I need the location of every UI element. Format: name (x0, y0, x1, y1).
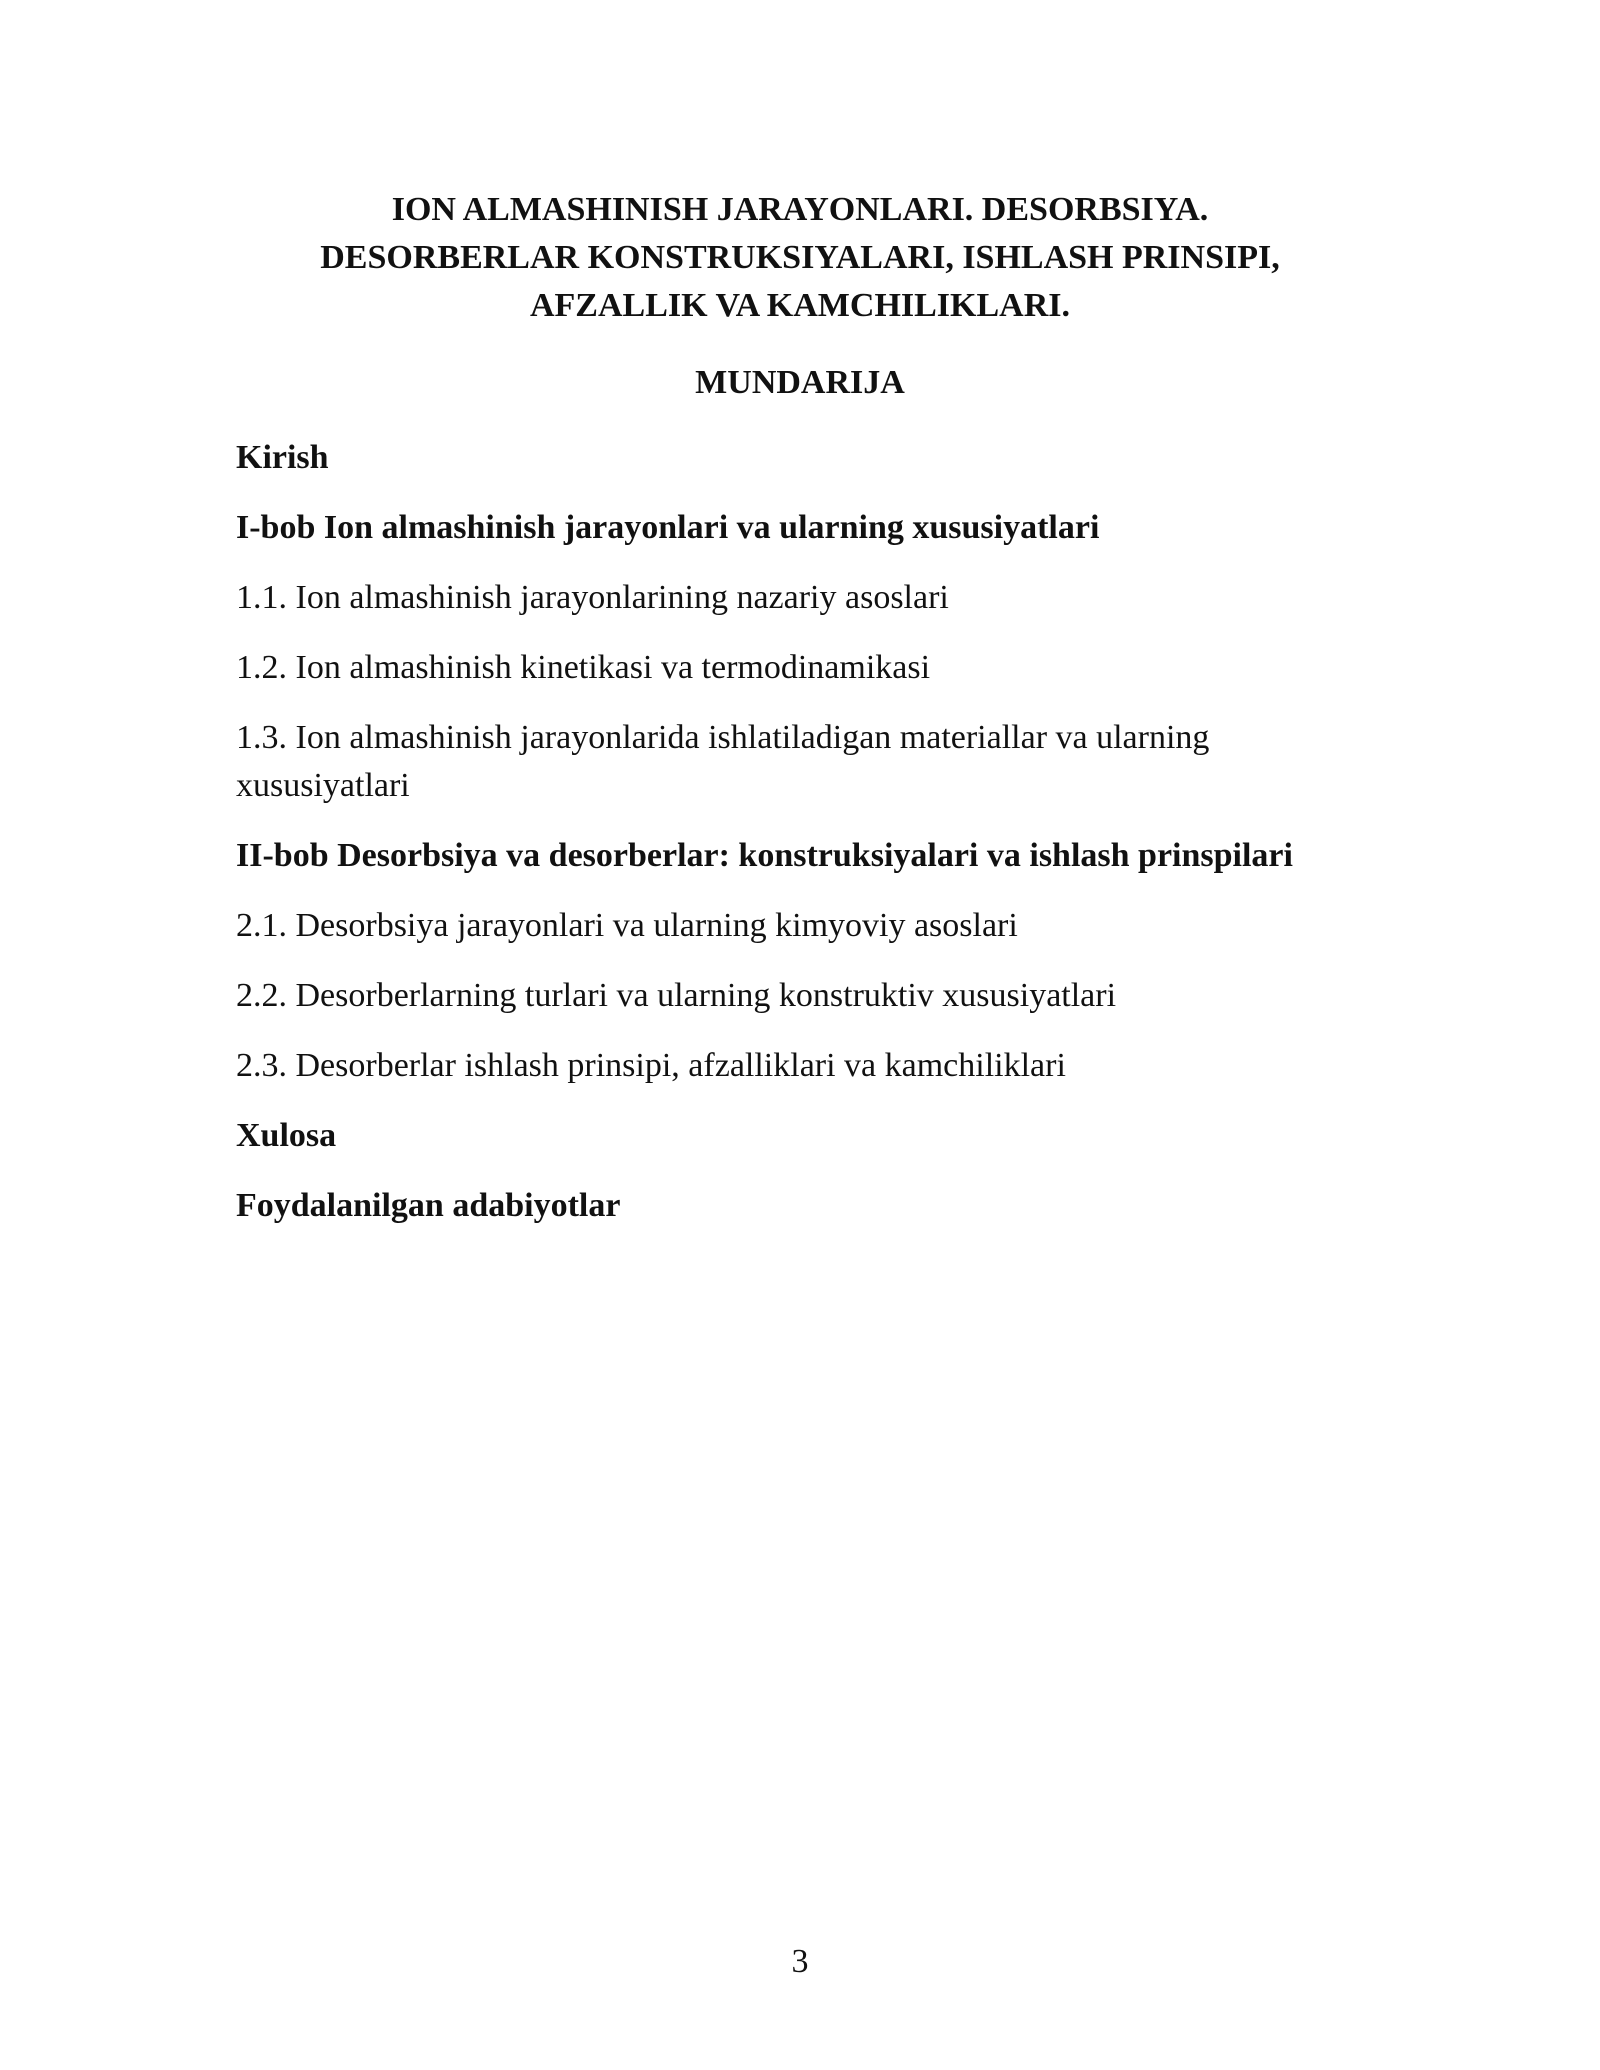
toc-item-section-1-1: 1.1. Ion almashinish jarayonlarining nazariy asoslari (236, 579, 949, 616)
toc-item-section-2-2: 2.2. Desorberlarning turlari va ularning konstruktiv xususiyatlari (236, 977, 1117, 1014)
page-number: 3 (791, 1943, 809, 1980)
toc-item-chapter-1: I-bob Ion almashinish jarayonlari va ularning xususiyatlari (236, 509, 1100, 546)
toc-item-conclusion: Xulosa (236, 1117, 337, 1154)
toc-heading: MUNDARIJA (695, 364, 905, 401)
table-of-contents (236, 434, 1364, 1252)
toc-item-introduction: Kirish (236, 439, 329, 476)
toc-item-section-1-2: 1.2. Ion almashinish kinetikasi va termodinamikasi (236, 649, 931, 686)
toc-item-chapter-2: II-bob Desorbsiya va desorberlar: konstruksiyalari va ishlash prinspilari (236, 837, 1293, 874)
document-title (236, 186, 1364, 330)
toc-item-references: Foydalanilgan adabiyotlar (236, 1187, 621, 1224)
title-line: AFZALLIK VA KAMCHILIKLARI. (529, 287, 1070, 324)
title-line: ION ALMASHINISH JARAYONLARI. DESORBSIYA. (391, 191, 1209, 228)
toc-item-section-2-3: 2.3. Desorberlar ishlash prinsipi, afzalliklari va kamchiliklari (236, 1047, 1066, 1084)
toc-item-section-1-3: 1.3. Ion almashinish jarayonlarida ishlatiladigan materiallar va ularning xususiyatlari (236, 719, 1210, 804)
toc-item-section-2-1: 2.1. Desorbsiya jarayonlari va ularning kimyoviy asoslari (236, 907, 1018, 944)
title-line: DESORBERLAR KONSTRUKSIYALARI, ISHLASH PRINSIPI, (320, 239, 1280, 276)
